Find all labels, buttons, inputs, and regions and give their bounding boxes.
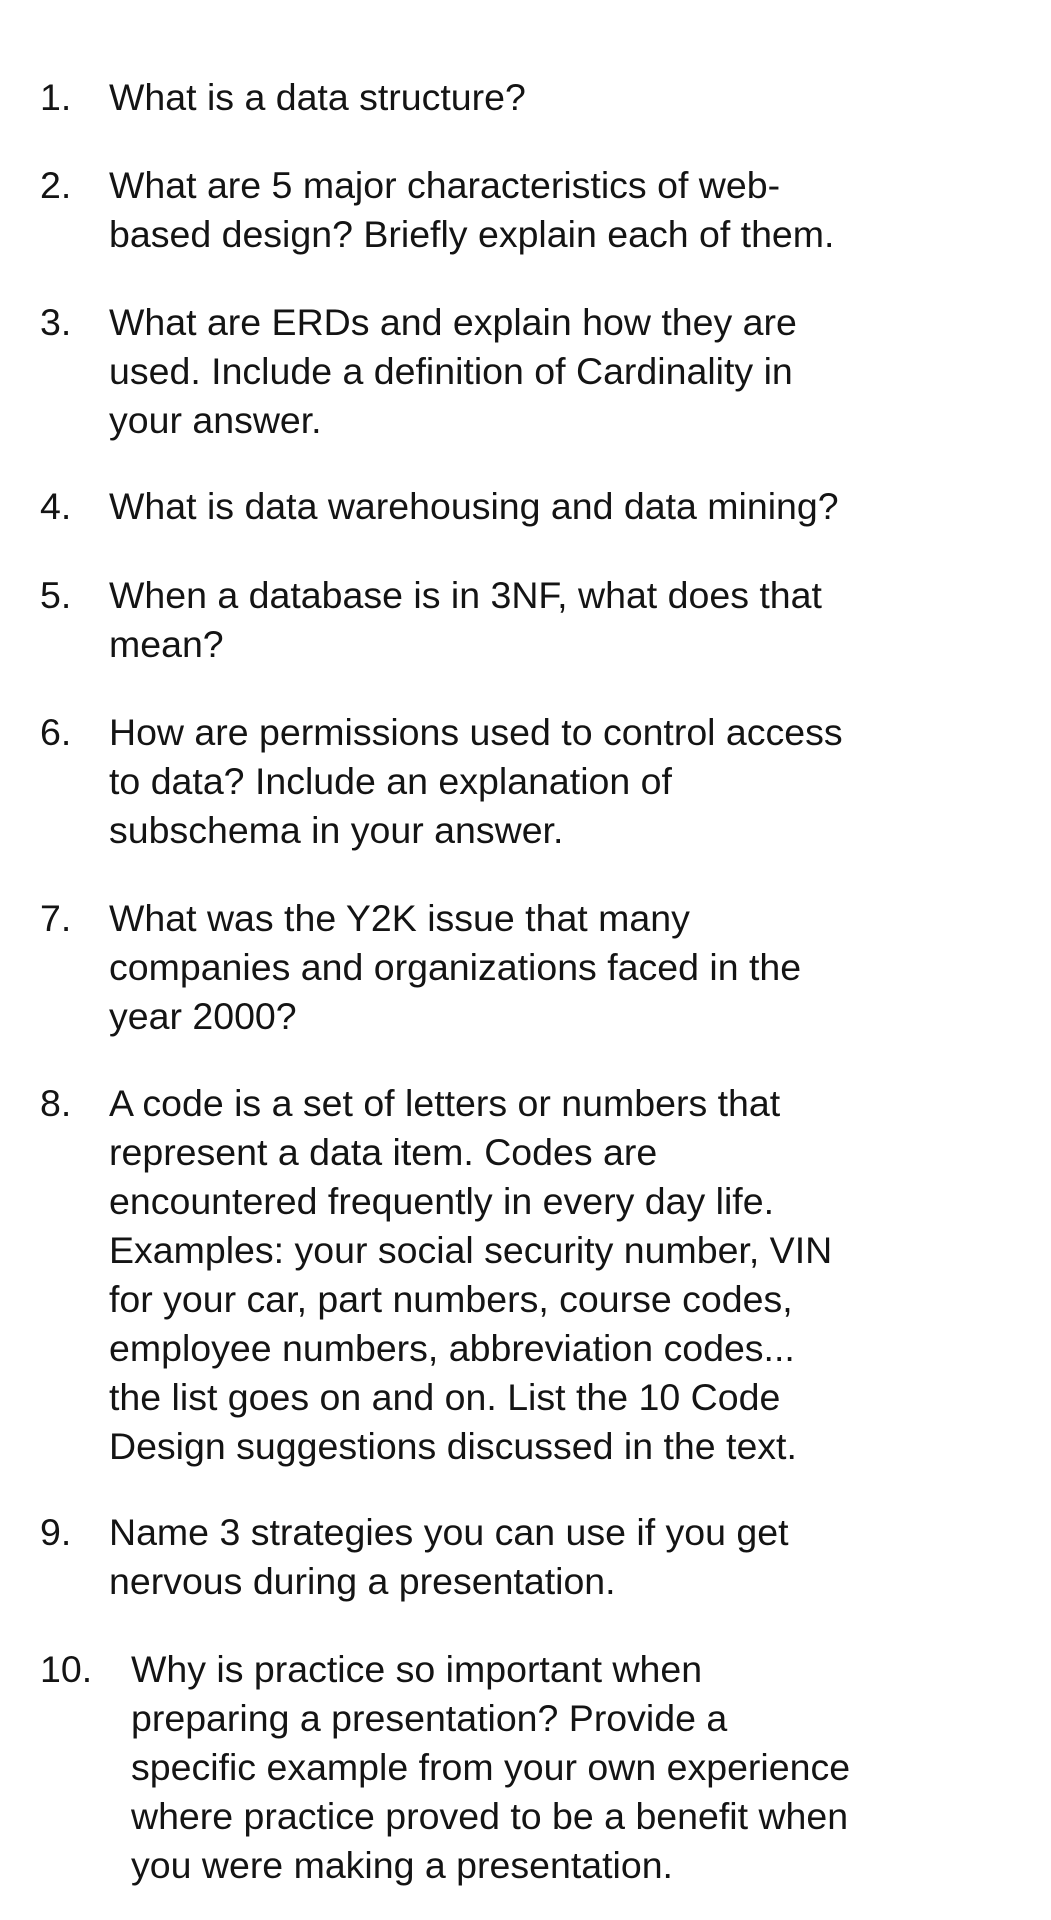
question-text: What are 5 major characteristics of web- based design? Briefly explain each of them. xyxy=(109,164,835,255)
question-text: When a database is in 3NF, what does that mean? xyxy=(109,574,822,665)
question-number: 5. xyxy=(40,574,72,616)
question-text: What are ERDs and explain how they are used. Include a definition of Cardinality in your answer. xyxy=(109,301,797,441)
question-number: 4. xyxy=(40,485,72,527)
question-number: 10. xyxy=(40,1648,93,1690)
question-number: 1. xyxy=(40,76,72,118)
question-text: What is data warehousing and data mining? xyxy=(109,485,839,527)
question-text: What is a data structure? xyxy=(109,76,526,118)
question-number: 9. xyxy=(40,1511,72,1553)
question-text: A code is a set of letters or numbers that represent a data item. Codes are encountered frequently in every day life. Examples: your social security number, VIN for your car, part numbers, course codes, employee numbers, abbreviation codes... the list goes on and on. List the 10 Code Design suggestions discussed in the text. xyxy=(109,1082,833,1467)
question-number: 6. xyxy=(40,711,72,753)
question-number: 8. xyxy=(40,1082,72,1124)
question-number: 2. xyxy=(40,164,72,206)
question-number: 3. xyxy=(40,301,72,343)
question-text: What was the Y2K issue that many companies and organizations faced in the year 2000? xyxy=(109,897,802,1037)
question-number: 7. xyxy=(40,897,72,939)
question-text: Why is practice so important when preparing a presentation? Provide a specific example from your own experience where practice proved to be a benefit when you were making a presentation. xyxy=(131,1648,851,1886)
question-text: Name 3 strategies you can use if you get nervous during a presentation. xyxy=(109,1511,789,1602)
question-text: How are permissions used to control access to data? Include an explanation of subschema in your answer. xyxy=(109,711,843,851)
